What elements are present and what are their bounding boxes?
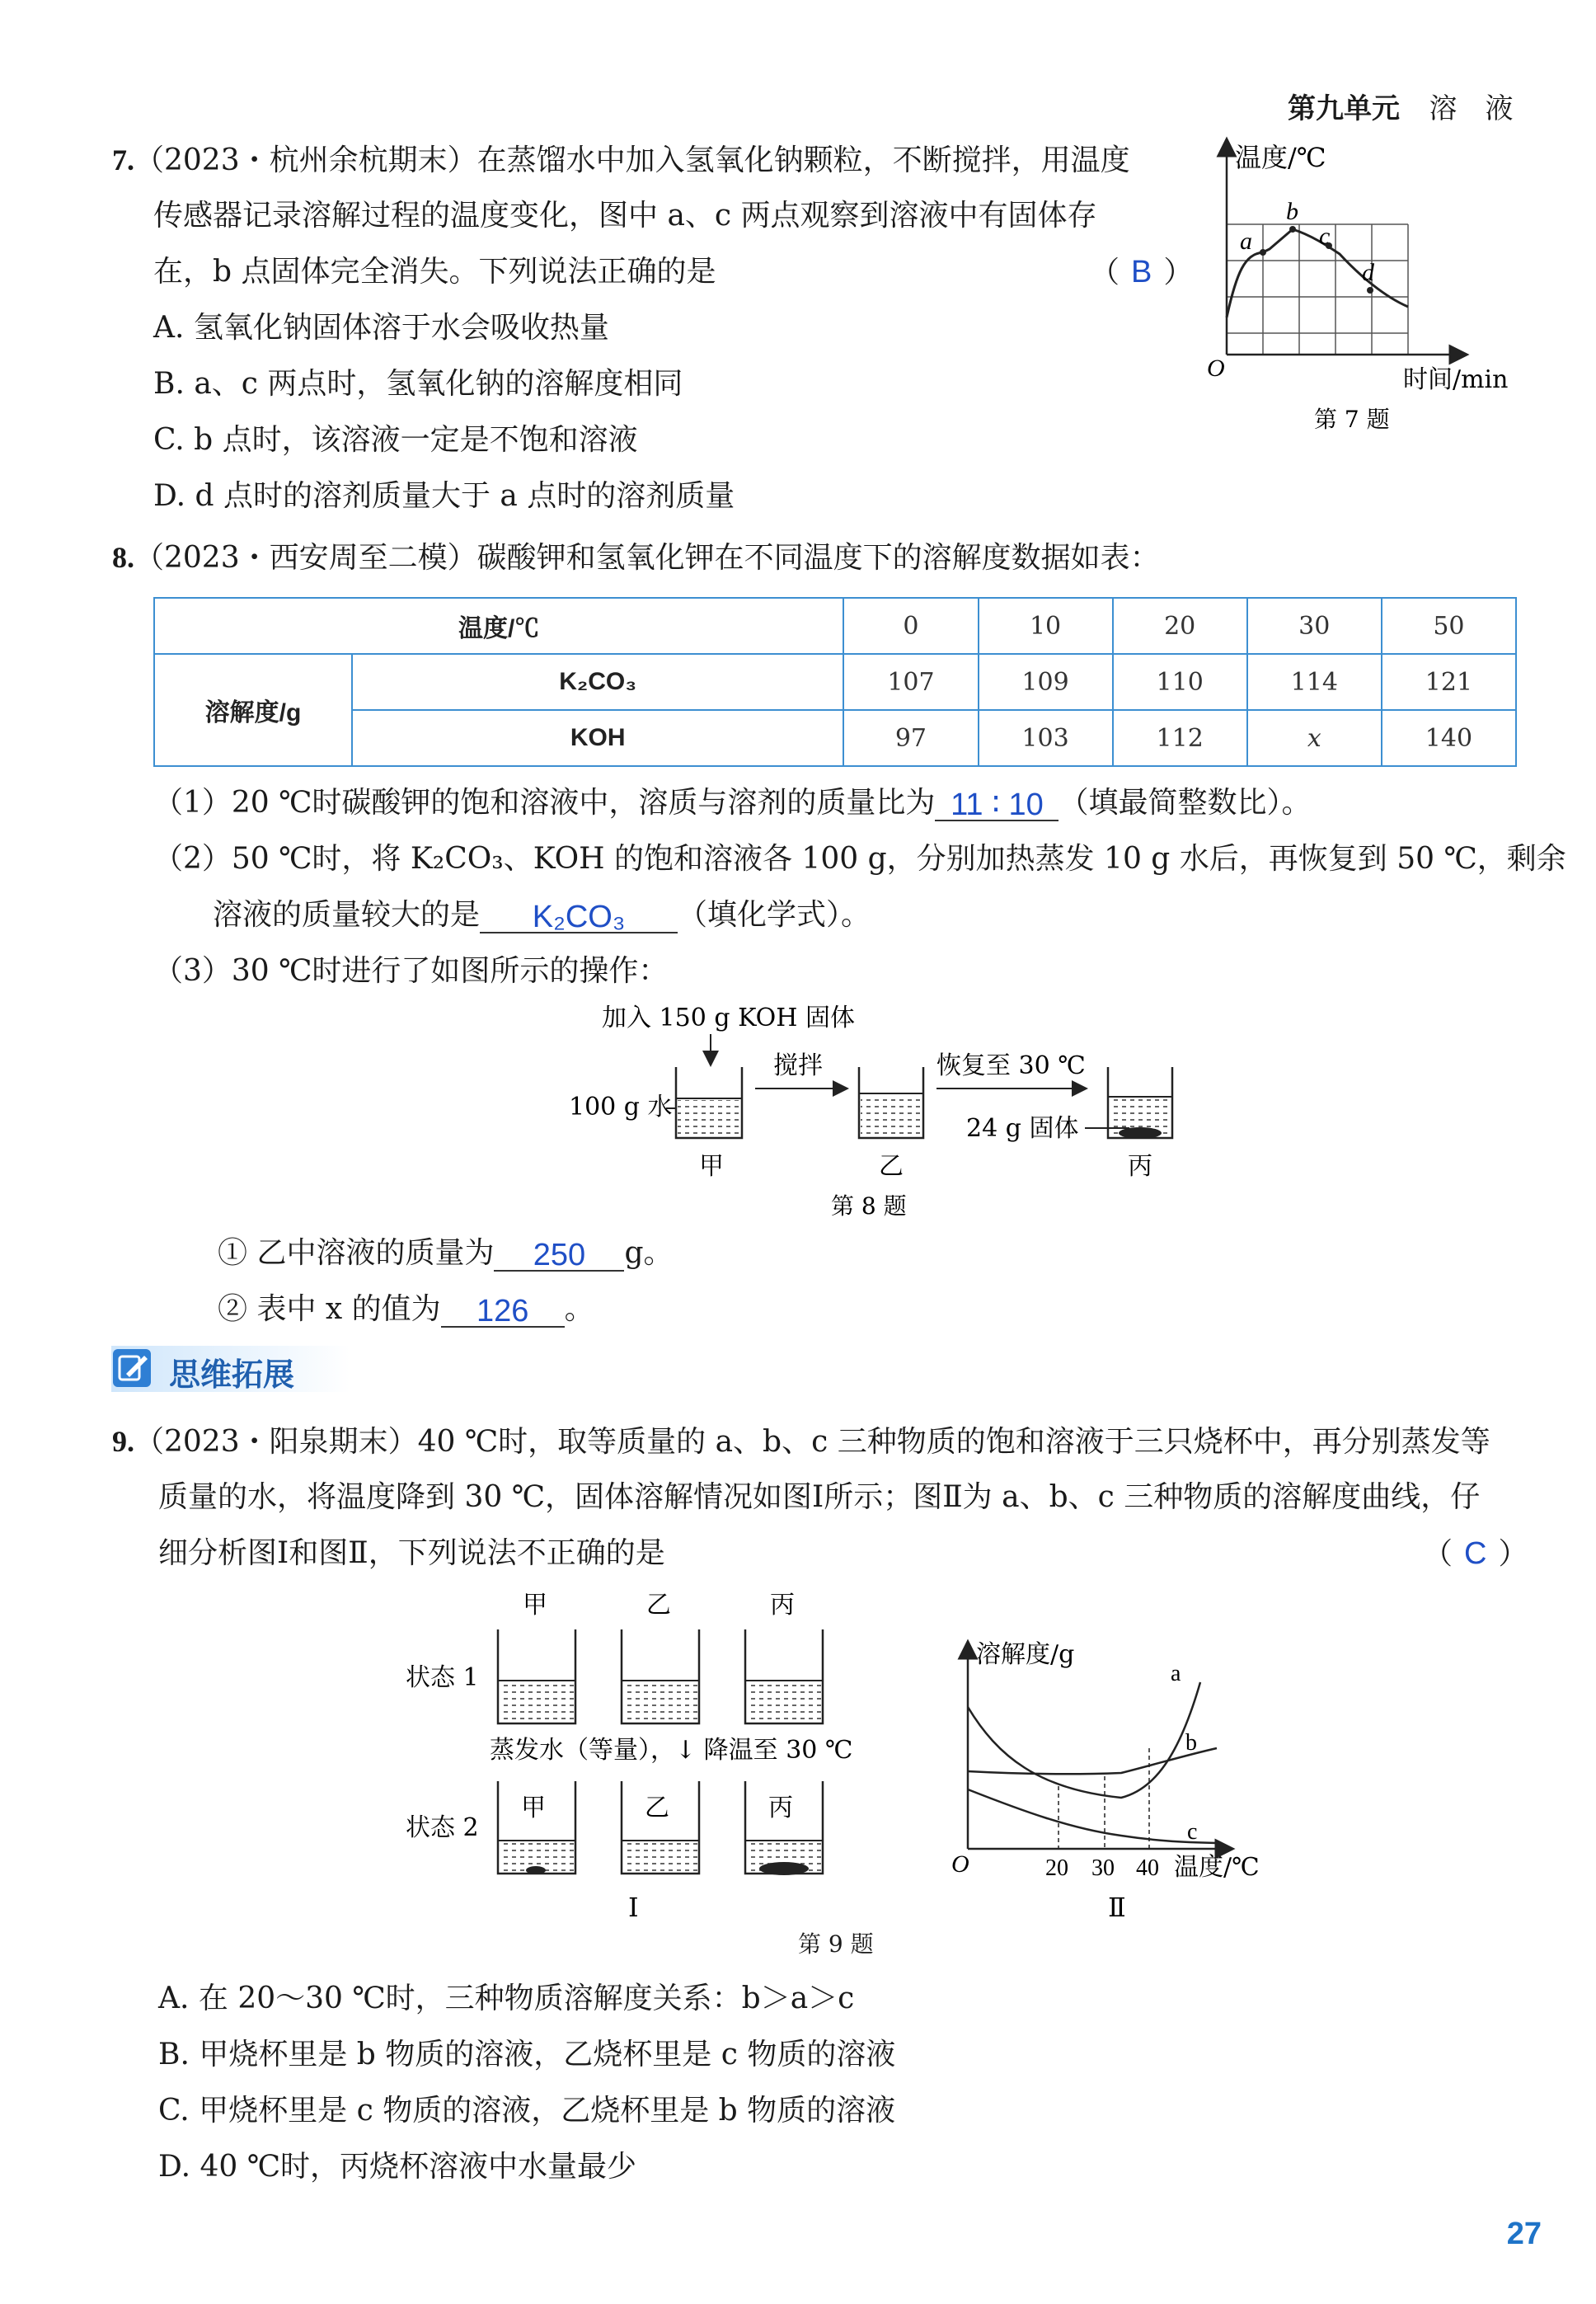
state1-liquid-yi (623, 1682, 697, 1722)
q9-number: 9. (112, 1425, 134, 1458)
fig2-x-label: 温度/℃ (1174, 1853, 1260, 1882)
pencil-icon (113, 1349, 151, 1387)
q9-option-b: B. 甲烧杯里是 b 物质的溶液，乙烧杯里是 c 物质的溶液 (158, 2038, 896, 2071)
q7-point-d (1367, 287, 1373, 294)
q8-part1-answer: 11 ∶ 10 (951, 788, 1044, 822)
bracket-open: （ (1090, 256, 1120, 289)
table-cell: 30 (1247, 598, 1382, 654)
q8-part1-blank (935, 787, 1059, 821)
q9-line1 (112, 1423, 1490, 1460)
q7-label-c: c (1319, 223, 1331, 250)
fig1-roman: Ⅰ (628, 1892, 639, 1923)
table-cell: 114 (1247, 654, 1382, 710)
q7-number: 7. (112, 143, 134, 176)
q8-part2-blank (480, 899, 678, 933)
beaker-jia (676, 1067, 742, 1138)
q7-option-d: D. d 点时的溶剂质量大于 a 点时的溶剂质量 (153, 479, 735, 513)
table-row (154, 710, 1516, 766)
q8-sub2 (218, 1291, 594, 1328)
q9-option-d: D. 40 ℃时，丙烧杯溶液中水量最少 (158, 2150, 636, 2184)
solid-jia (526, 1866, 546, 1874)
q9-option-c: C. 甲烧杯里是 c 物质的溶液，乙烧杯里是 b 物质的溶液 (158, 2094, 896, 2128)
table-cell: 103 (979, 710, 1113, 766)
q9-caption: 第 9 题 (798, 1930, 874, 1958)
q8-part2-hint: （填化学式）。 (678, 898, 871, 932)
state1-liquid-jia (500, 1682, 574, 1722)
q7-x-label: 时间/min (1403, 365, 1509, 394)
bracket-open: （ (1423, 1537, 1453, 1571)
q9-line3: 细分析图Ⅰ和图Ⅱ，下列说法不正确的是 (158, 1536, 665, 1570)
table-cell: 109 (979, 654, 1113, 710)
q7-grid (1227, 224, 1408, 355)
q9-line2: 质量的水，将温度降到 30 ℃，固体溶解情况如图Ⅰ所示；图Ⅱ为 a、b、c 三种物质的溶解度曲线，仔 (158, 1480, 1481, 1514)
q7-source: （2023・杭州余杭期末） (134, 143, 477, 177)
q8-part1 (153, 785, 1311, 821)
topic-label: 溶 液 (1429, 93, 1514, 125)
flow-stir-label: 搅拌 (773, 1051, 823, 1080)
q7-point-a (1260, 249, 1266, 256)
table-cell: 107 (843, 654, 978, 710)
q7-answer: B (1131, 255, 1152, 289)
fig2-roman: Ⅱ (1108, 1892, 1126, 1923)
table-row (154, 654, 1516, 710)
bracket-close: ） (1498, 1537, 1528, 1571)
label-yi: 乙 (879, 1152, 904, 1181)
q9-text1: 40 ℃时，取等质量的 a、b、c 三种物质的饱和溶液于三只烧杯中，再分别蒸发等 (417, 1425, 1490, 1459)
q8-sub1-unit: g。 (624, 1236, 674, 1270)
fig2-tick-40: 40 (1136, 1855, 1159, 1881)
q8-part1-text: （1）20 ℃时碳酸钾的饱和溶液中，溶质与溶剂的质量比为 (153, 786, 936, 820)
q7-text1: 在蒸馏水中加入氢氧化钠颗粒，不断搅拌，用温度 (476, 143, 1130, 177)
table-cell: 10 (979, 598, 1113, 654)
label-bing: 丙 (1128, 1152, 1152, 1181)
label-jia: 甲 (699, 1152, 724, 1181)
table-cell: 112 (1113, 710, 1247, 766)
q9-figure-2 (948, 1625, 1294, 1930)
q8-sub1-text: ① 乙中溶液的质量为 (218, 1236, 495, 1270)
solubility-header: 溶解度/g (154, 654, 352, 766)
table-cell: x (1247, 710, 1382, 766)
bracket-close: ） (1163, 256, 1194, 289)
q8-sub1-answer: 250 (533, 1238, 586, 1272)
unit-label: 第九单元 (1288, 93, 1400, 125)
flow-add-label: 加入 150 g KOH 固体 (602, 1004, 855, 1032)
q7-label-d: d (1362, 259, 1374, 286)
section-title: 思维拓展 (169, 1358, 295, 1393)
q8-sub1-blank (494, 1237, 624, 1272)
q7-point-b (1289, 226, 1296, 233)
curve-c (968, 1789, 1217, 1843)
q7-temperature-graph (1187, 132, 1533, 445)
q7-option-c: C. b 点时，该溶液一定是不饱和溶液 (153, 423, 638, 457)
table-cell: 97 (843, 710, 978, 766)
q7-curve (1227, 229, 1408, 317)
q9-answer-bracket (1423, 1535, 1528, 1573)
q8-part2-line2 (213, 897, 871, 933)
fig1-label-yi: 乙 (646, 1591, 671, 1620)
running-header (1288, 86, 1513, 126)
table-cell: 50 (1382, 598, 1516, 654)
q8-sub2-end: 。 (564, 1292, 594, 1326)
q9-figure-1 (396, 1583, 874, 1930)
flow-restore-label: 恢复至 30 ℃ (936, 1051, 1086, 1080)
q7-option-b: B. a、c 两点时，氢氧化钠的溶解度相同 (153, 367, 683, 401)
q7-line2: 传感器记录溶解过程的温度变化，图中 a、c 两点观察到溶液中有固体存 (153, 199, 1097, 233)
table-cell: 20 (1113, 598, 1247, 654)
state2-liquid-yi (623, 1842, 697, 1872)
q9-option-a: A. 在 20～30 ℃时，三种物质溶解度关系：b＞a＞c (158, 1982, 855, 2015)
section-banner (111, 1346, 350, 1392)
q7-label-b: b (1286, 198, 1298, 225)
q8-part1-hint: （填最简整数比）。 (1059, 786, 1312, 820)
temp-header: 温度/℃ (154, 598, 843, 654)
q8-sub2-blank (441, 1293, 565, 1328)
q8-solubility-table (153, 597, 1517, 767)
q8-sub2-text: ② 表中 x 的值为 (218, 1292, 441, 1326)
state1-label: 状态 1 (406, 1663, 479, 1692)
fig2-tick-30: 30 (1091, 1855, 1115, 1881)
q8-part2-text: 溶液的质量较大的是 (213, 898, 481, 932)
fig1-state2-jia: 甲 (521, 1794, 546, 1822)
row-label-koh: KOH (352, 710, 843, 766)
q8-number: 8. (112, 541, 134, 574)
q7-option-a: A. 氢氧化钠固体溶于水会吸收热量 (153, 311, 609, 345)
q8-part3: （3）30 ℃时进行了如图所示的操作： (153, 954, 669, 988)
q7-origin: O (1207, 355, 1225, 382)
fig2-origin: O (951, 1850, 969, 1878)
q7-answer-bracket (1090, 254, 1193, 291)
fig1-state2-bing: 丙 (768, 1794, 793, 1822)
fig1-label-bing: 丙 (770, 1591, 795, 1620)
table-cell: 110 (1113, 654, 1247, 710)
fig2-tick-20: 20 (1045, 1855, 1068, 1881)
fig2-label-b: b (1185, 1730, 1197, 1756)
table-cell: 140 (1382, 710, 1516, 766)
flow-water-label: 100 g 水 (569, 1093, 673, 1121)
table-row (154, 598, 1516, 654)
q7-y-label: 温度/℃ (1235, 142, 1326, 173)
state2-label: 状态 2 (406, 1813, 479, 1842)
fig2-label-c: c (1187, 1819, 1198, 1845)
table-cell: 0 (843, 598, 978, 654)
q8-caption: 第 8 题 (831, 1192, 907, 1220)
fig2-label-a: a (1171, 1661, 1181, 1686)
q8-sub2-answer: 126 (476, 1294, 529, 1328)
row-label-k2co3: K₂CO₃ (352, 654, 843, 710)
q7-caption: 第 7 题 (1314, 406, 1390, 433)
q8-part2-line1: （2）50 ℃时，将 K₂CO₃、KOH 的饱和溶液各 100 g，分别加热蒸发 10 g 水后，再恢复到 50 ℃，剩余 (153, 842, 1566, 876)
solid-bing (759, 1862, 809, 1875)
fig2-y-label: 溶解度/g (976, 1640, 1075, 1669)
flow-solid-label: 24 g 固体 (966, 1114, 1079, 1143)
process-label: 蒸发水（等量），↓ 降温至 30 ℃ (490, 1736, 853, 1765)
curve-a (968, 1682, 1200, 1798)
state1-liquid-bing (747, 1682, 821, 1722)
fig1-state2-yi: 乙 (645, 1794, 669, 1822)
fig1-label-jia: 甲 (523, 1591, 547, 1620)
q9-source: （2023・阳泉期末） (134, 1425, 418, 1459)
q8-source: （2023・西安周至二模） (134, 541, 477, 575)
q8-sub1 (218, 1235, 674, 1272)
q9-answer: C (1464, 1536, 1487, 1571)
table-cell: 121 (1382, 654, 1516, 710)
q7-line3: 在，b 点固体完全消失。下列说法正确的是 (153, 255, 716, 289)
beaker-yi (859, 1067, 923, 1138)
q7-line1 (112, 142, 1130, 179)
q8-part2-answer: K₂CO₃ (532, 900, 626, 934)
page-number: 27 (1506, 2217, 1542, 2251)
q8-text: 碳酸钾和氢氧化钾在不同温度下的溶解度数据如表： (476, 541, 1160, 575)
q8-flow-diagram (561, 998, 1187, 1220)
q7-label-a: a (1240, 228, 1252, 255)
q8-line1 (112, 539, 1160, 576)
